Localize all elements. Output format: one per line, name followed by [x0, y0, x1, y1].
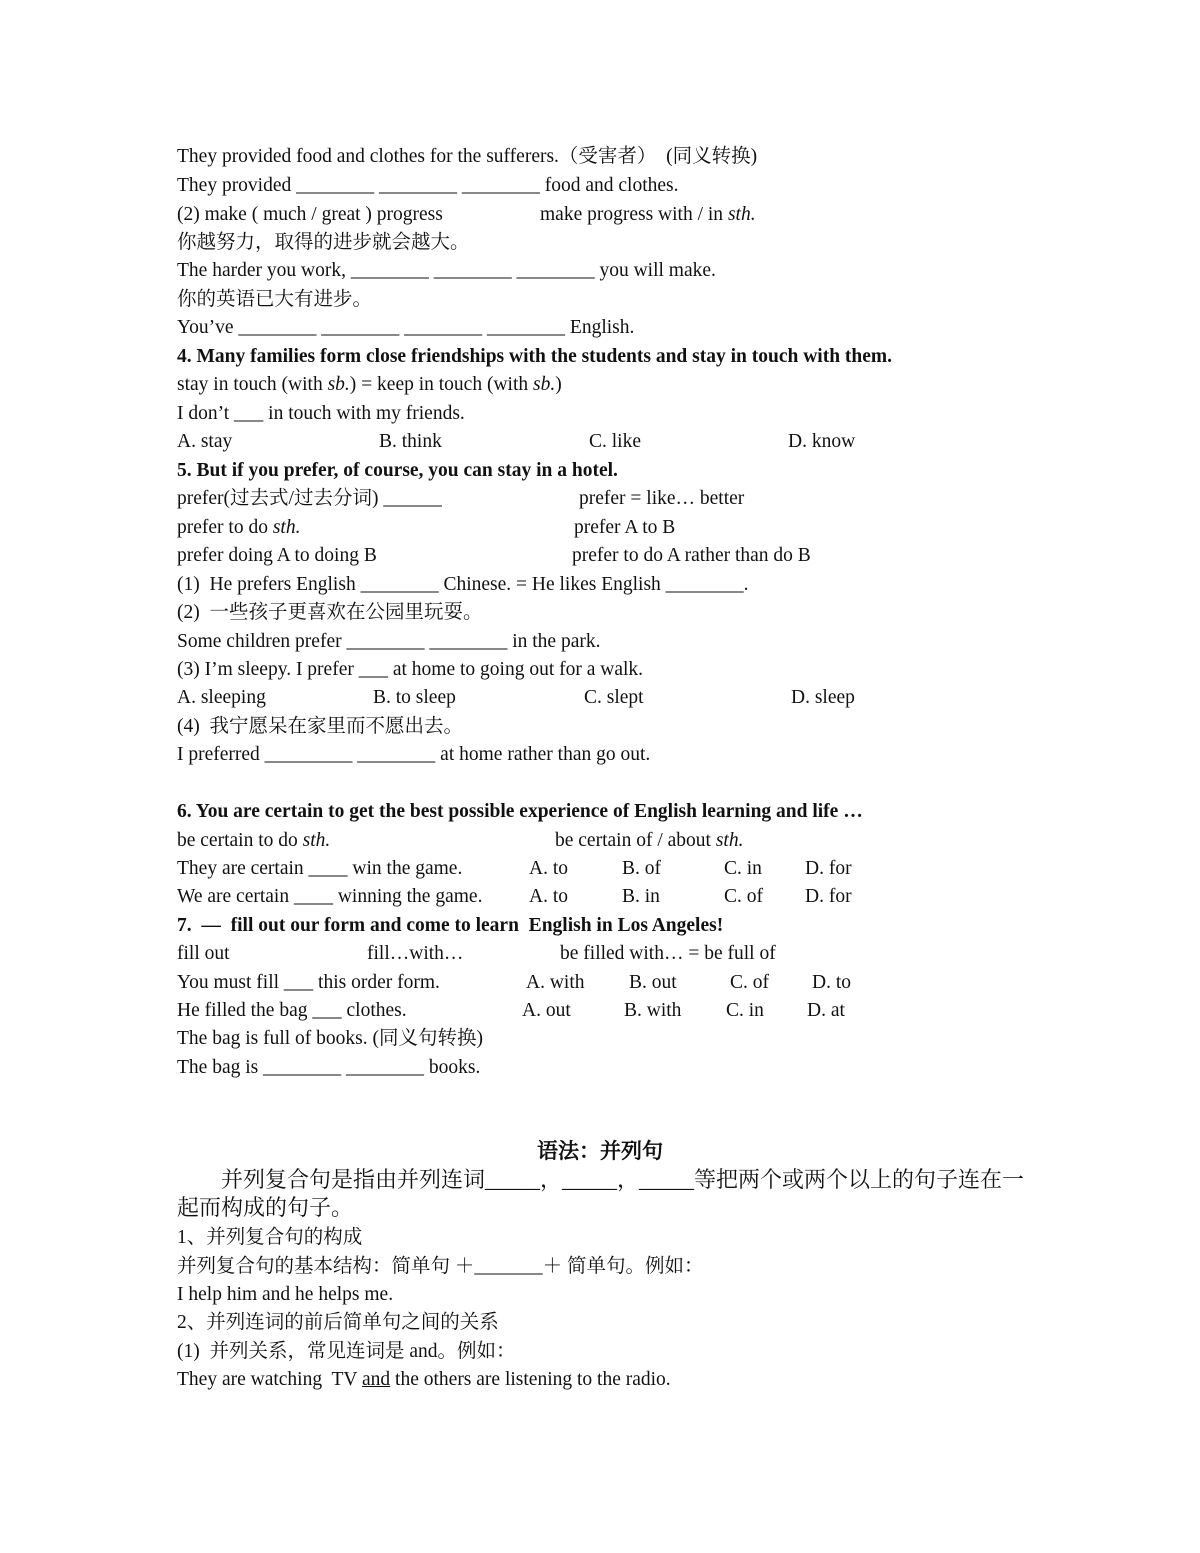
option-c: C. like — [589, 431, 641, 452]
question: (3) I’m sleepy. I prefer ___ at home to going out for a walk. — [177, 659, 644, 680]
option-a: A. stay — [177, 431, 233, 452]
sentence-original: The bag is full of books. (同义句转换) — [177, 1028, 484, 1049]
phrase-certain-of: be certain of / about sth. — [555, 830, 744, 851]
option-b: B. out — [629, 972, 677, 993]
question-text: They are certain ____ win the game. — [177, 858, 463, 879]
conjunction-and: and — [362, 1369, 391, 1390]
phrase-prefer-rather-than: prefer to do A rather than do B — [572, 545, 811, 566]
phrase-fill-with: fill…with… — [367, 943, 464, 964]
grammar-example: I help him and he helps me. — [177, 1284, 394, 1305]
option-c: C. in — [724, 858, 762, 879]
question-text: You must fill ___ this order form. — [177, 972, 440, 993]
option-a: A. to — [529, 858, 568, 879]
option-b: B. with — [624, 1000, 682, 1021]
fill-blank-line: The bag is ________ ________ books. — [177, 1057, 481, 1078]
option-d: D. know — [788, 431, 856, 452]
grammar-point-1: 1、并列复合句的构成 — [177, 1227, 363, 1248]
grammar-intro: 并列复合句是指由并列连词_____，_____，_____等把两个或两个以上的句子连在一起而构成的句子。 — [177, 1167, 1025, 1220]
option-d: D. for — [805, 886, 852, 907]
chinese-prompt: 你的英语已大有进步。 — [177, 289, 373, 310]
option-a: A. to — [529, 886, 568, 907]
section-4-title: 4. Many families form close friendships with the students and stay in touch with them. — [177, 346, 893, 367]
option-d: D. to — [812, 972, 851, 993]
phrase-be-filled-with: be filled with… = be full of — [560, 943, 776, 964]
fill-blank-line: I preferred _________ ________ at home rather than go out. — [177, 744, 651, 765]
phrase-prefer-a-to-b: prefer A to B — [574, 517, 676, 538]
phrase-prefer-doing: prefer doing A to doing B — [177, 545, 377, 566]
fill-blank-line: You’ve ________ ________ ________ ________ English. — [177, 317, 635, 338]
grammar-point-2: 2、并列连词的前后简单句之间的关系 — [177, 1312, 499, 1333]
question-text: He filled the bag ___ clothes. — [177, 1000, 407, 1021]
section-5-title: 5. But if you prefer, of course, you can stay in a hotel. — [177, 460, 618, 481]
option-d: D. at — [807, 1000, 845, 1021]
option-d: D. for — [805, 858, 852, 879]
chinese-prompt: (2) 一些孩子更喜欢在公园里玩耍。 — [177, 602, 483, 623]
phrase-prefer-like: prefer = like… better — [579, 488, 745, 509]
phrase-stay-in-touch: stay in touch (with sb.) = keep in touch (with sb.) — [177, 374, 562, 395]
option-d: D. sleep — [791, 687, 855, 708]
phrase-prefer-past: prefer(过去式/过去分词) ______ — [177, 488, 442, 509]
section-7-title: 7. — fill out our form and come to learn English in Los Angeles! — [177, 915, 724, 936]
fill-blank-line: They provided ________ ________ ________ food and clothes. — [177, 175, 679, 196]
chinese-prompt: 你越努力，取得的进步就会越大。 — [177, 232, 470, 253]
chinese-prompt: (4) 我宁愿呆在家里而不愿出去。 — [177, 716, 463, 737]
grammar-subpoint: (1) 并列关系，常见连词是 and。例如： — [177, 1341, 516, 1362]
sentence-original: They provided food and clothes for the sufferers.（受害者） (同义转换) — [177, 146, 758, 167]
option-b: B. think — [379, 431, 442, 452]
option-b: B. to sleep — [373, 687, 456, 708]
phrase-certain-to-do: be certain to do sth. — [177, 830, 331, 851]
question: (1) He prefers English ________ Chinese. = He likes English ________. — [177, 574, 749, 595]
grammar-example: They are watching TV and the others are listening to the radio. — [177, 1369, 671, 1390]
question-text: We are certain ____ winning the game. — [177, 886, 483, 907]
option-a: A. sleeping — [177, 687, 266, 708]
phrase-make-progress: (2) make ( much / great ) progress — [177, 204, 443, 225]
phrase-progress-with: make progress with / in sth. — [540, 204, 756, 225]
option-c: C. slept — [584, 687, 644, 708]
phrase-fill-out: fill out — [177, 943, 230, 964]
option-b: B. in — [622, 886, 660, 907]
section-6-title: 6. You are certain to get the best possible experience of English learning and life … — [177, 801, 863, 822]
option-c: C. of — [724, 886, 763, 907]
option-a: A. out — [522, 1000, 571, 1021]
option-c: C. in — [726, 1000, 764, 1021]
fill-blank-line: The harder you work, ________ ________ ________ you will make. — [177, 260, 716, 281]
option-a: A. with — [526, 972, 585, 993]
grammar-heading: 语法：并列句 — [537, 1139, 663, 1163]
grammar-structure: 并列复合句的基本结构：简单句 ＋_______＋ 简单句。例如： — [177, 1256, 704, 1277]
question: I don’t ___ in touch with my friends. — [177, 403, 465, 424]
option-b: B. of — [622, 858, 661, 879]
fill-blank-line: Some children prefer ________ ________ in the park. — [177, 631, 601, 652]
option-c: C. of — [730, 972, 769, 993]
phrase-prefer-to-do: prefer to do sth. — [177, 517, 301, 538]
